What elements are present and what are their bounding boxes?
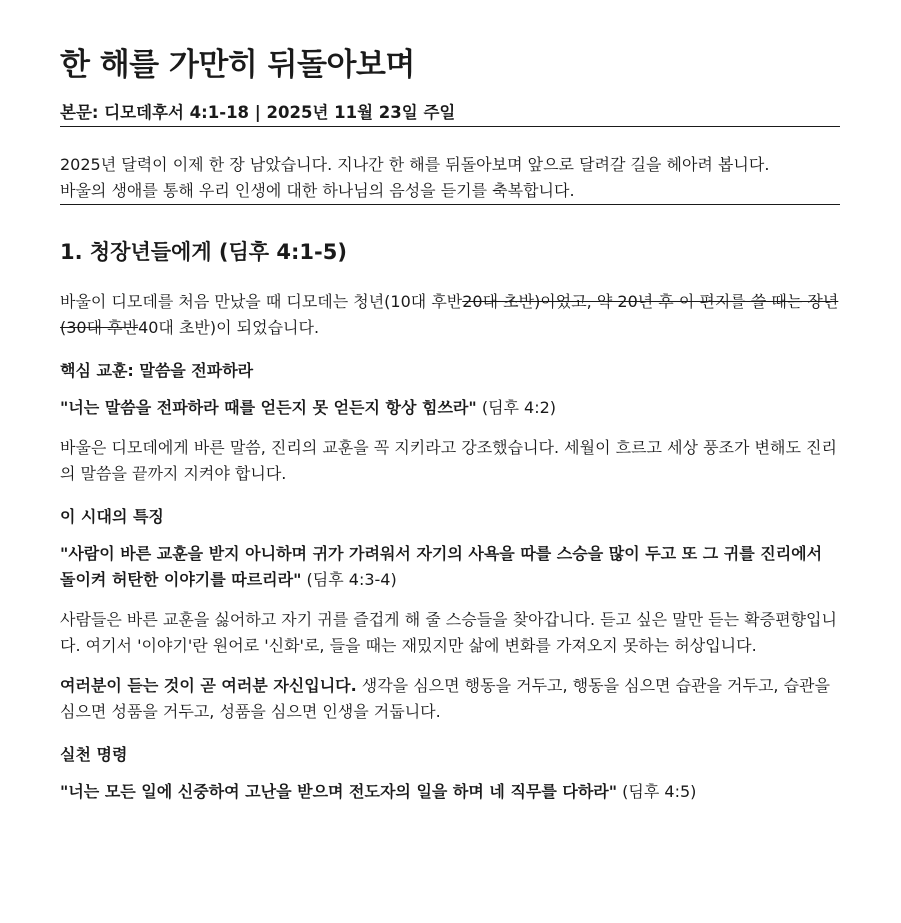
era-body: 사람들은 바른 교훈을 싫어하고 자기 귀를 즐겁게 해 줄 스승들을 찾아갑니다. 듣고 싶은 말만 듣는 확증편향입니다. 여기서 '이야기'란 원어로 '신화'로, 들을 때는 재밌지만 삶에 변화를 가져오지 못하는 허상입니다.	[60, 610, 837, 655]
era-emphasis	[60, 673, 840, 725]
page-title: 한 해를 가만히 뒤돌아보며	[60, 47, 415, 83]
divider	[60, 204, 840, 205]
era-label: 이 시대의 특징	[60, 507, 164, 526]
section-heading: 1. 청장년들에게 (딤후 4:1-5)	[60, 240, 347, 264]
emphasis-text: 여러분이 듣는 것이 곧 여러분 자신입니다.	[60, 676, 357, 695]
command-label: 실천 명령	[60, 745, 128, 764]
intro-line-1: 2025년 달력이 이제 한 장 남았습니다. 지나간 한 해를 뒤돌아보며 앞으로 달려갈 길을 헤아려 봅니다.	[60, 155, 770, 174]
paragraph-text: 바울이 디모데를 처음 만났을 때 디모데는 청년(10대 후반	[60, 292, 463, 311]
scripture-quote: "너는 말씀을 전파하라 때를 얻든지 못 얻든지 항상 힘쓰라"	[60, 398, 477, 417]
scripture-subtitle: 본문: 디모데후서 4:1-18 | 2025년 11월 23일 주일	[60, 103, 456, 122]
era-quote	[60, 541, 840, 593]
scripture-reference: (딤후 4:3-4)	[301, 570, 397, 589]
scripture-quote: "사람이 바른 교훈을 받지 아니하며 귀가 가려워서 자기의 사욕을 따를 스승을 많이 두고 또 그 귀를 진리에서 돌이켜 허탄한 이야기를 따르리라"	[60, 544, 823, 589]
sermon-content	[60, 40, 840, 805]
lesson-quote	[60, 395, 840, 421]
strikethrough-text: 20대 초반)이었고, 약 20년 후 이 편지를 쓸 때는 장년(30대 후반	[60, 292, 839, 337]
intro-line-2: 바울의 생애를 통해 우리 인생에 대한 하나님의 음성을 듣기를 축복합니다.	[60, 181, 575, 200]
scripture-reference: (딤후 4:2)	[476, 398, 557, 417]
command-quote	[60, 779, 840, 805]
lesson-body: 바울은 디모데에게 바른 말씀, 진리의 교훈을 꼭 지키라고 강조했습니다. 세월이 흐르고 세상 풍조가 변해도 진리의 말씀을 끝까지 지켜야 합니다.	[60, 438, 837, 483]
scripture-quote: "너는 모든 일에 신중하여 고난을 받으며 전도자의 일을 하며 네 직무를 다하라"	[60, 782, 618, 801]
scripture-reference: (딤후 4:5)	[617, 782, 697, 801]
timothy-age-paragraph	[60, 289, 840, 341]
paragraph-text: 생각을 심으면 행동을 거두고, 행동을 심으면 습관을 거두고, 습관을 심으면 성품을 거두고, 성품을 심으면 인생을 거둡니다.	[60, 676, 830, 721]
divider	[60, 126, 840, 127]
paragraph-text: 40대 초반)이 되었습니다.	[138, 318, 320, 337]
intro-paragraph	[60, 152, 840, 204]
lesson-label: 핵심 교훈: 말씀을 전파하라	[60, 361, 254, 380]
